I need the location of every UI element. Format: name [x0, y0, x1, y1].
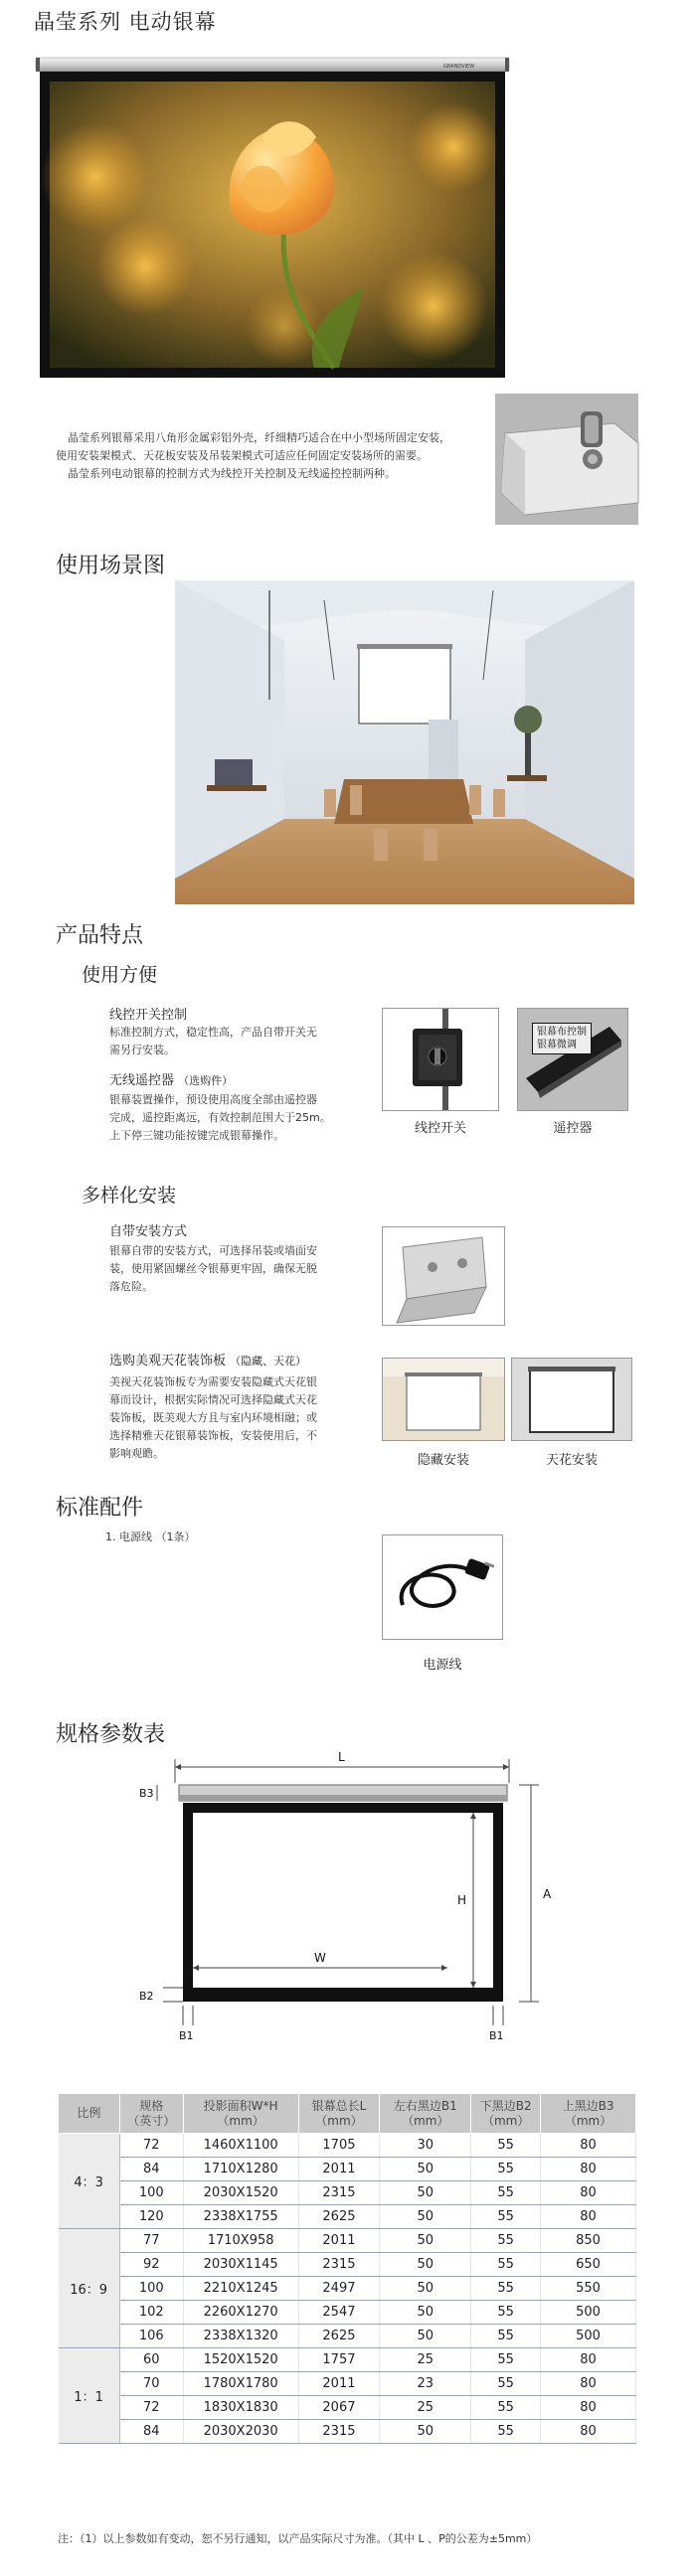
- intro-line-2: 使用安装架模式、天花板安装及吊装架模式可适应任何固定安装场所的需要。: [56, 449, 428, 462]
- power-cord-image: [382, 1534, 503, 1640]
- hidden-install-image: [382, 1358, 505, 1441]
- table-cell: 55: [471, 2348, 541, 2372]
- table-cell: 80: [541, 2348, 636, 2372]
- table-cell: 550: [541, 2277, 636, 2301]
- label-B1-left: B1: [179, 2029, 194, 2042]
- table-cell: 1780X1780: [183, 2372, 298, 2396]
- ratio-cell: 4：3: [59, 2134, 120, 2229]
- table-row: [59, 2420, 636, 2444]
- table-row: [59, 2372, 636, 2396]
- remote-label-1: 银幕布控制: [537, 1027, 587, 1038]
- table-cell: 2030X2030: [183, 2420, 298, 2444]
- hero-screen-image: [36, 58, 509, 378]
- table-cell: 55: [471, 2396, 541, 2420]
- table-cell: 2338X1755: [183, 2205, 298, 2229]
- table-cell: 80: [541, 2205, 636, 2229]
- table-cell: 80: [541, 2158, 636, 2181]
- bracket-illustration: [383, 1227, 504, 1325]
- remote-label-2: 银幕微调: [537, 1040, 577, 1050]
- table-cell: 70: [119, 2372, 183, 2396]
- wireless-caption: 遥控器: [553, 1121, 593, 1136]
- table-cell: 2210X1245: [183, 2277, 298, 2301]
- wireless-text-line-2: 完成，遥控距离远，有效控制范围大于25m。: [109, 1111, 331, 1124]
- ceiling-text-line-2: 幕而设计，根据实际情况可选择隐藏式天花: [109, 1393, 317, 1406]
- wall-switch-illustration: [383, 1009, 498, 1110]
- label-B1-right: B1: [489, 2029, 504, 2042]
- column-header-label: 比例: [77, 2106, 101, 2120]
- wired-caption: 线控开关: [414, 1121, 466, 1136]
- wired-text: [109, 1024, 368, 1059]
- table-cell: 55: [471, 2277, 541, 2301]
- table-cell: 60: [119, 2348, 183, 2372]
- spec-table-wrap: [58, 2093, 636, 2444]
- table-cell: 500: [541, 2301, 636, 2325]
- wireless-text-line-1: 银幕装置操作，预设使用高度全部由遥控器: [109, 1093, 317, 1106]
- table-row: [59, 2181, 636, 2205]
- label-A: A: [543, 1887, 552, 1901]
- bracket-text-line-2: 装，使用紧固螺丝令银幕更牢固，确保无脱: [109, 1262, 317, 1275]
- table-cell: 2030X1520: [183, 2181, 298, 2205]
- dimension-diagram: [139, 1745, 567, 2042]
- table-cell: 1705: [298, 2134, 380, 2158]
- table-cell: 2067: [298, 2396, 380, 2420]
- wired-switch-image: [382, 1008, 499, 1111]
- table-cell: 72: [119, 2134, 183, 2158]
- spec-heading: 规格参数表: [56, 1722, 166, 1747]
- column-header-label: 左右黑边B1: [393, 2098, 457, 2113]
- case-end-illustration: [495, 394, 638, 525]
- table-cell: 102: [119, 2301, 183, 2325]
- table-cell: 2497: [298, 2277, 380, 2301]
- intro-line-3: 晶莹系列电动银幕的控制方式为线控开关控制及无线遥控控制两种。: [68, 467, 396, 480]
- column-header: [380, 2094, 471, 2134]
- table-row: [59, 2277, 636, 2301]
- column-header-unit: （mm）: [402, 2113, 449, 2128]
- table-cell: 106: [119, 2325, 183, 2348]
- column-header: [471, 2094, 541, 2134]
- label-H: H: [457, 1893, 467, 1907]
- table-row: [59, 2396, 636, 2420]
- ceiling-install-illustration: [512, 1359, 631, 1440]
- table-cell: 50: [380, 2325, 471, 2348]
- column-header: [298, 2094, 380, 2134]
- dimension-illustration: [139, 1745, 567, 2042]
- table-cell: 30: [380, 2134, 471, 2158]
- intro-text: [56, 429, 503, 483]
- table-cell: 50: [380, 2158, 471, 2181]
- scene-heading: 使用场景图: [56, 554, 166, 578]
- table-cell: 72: [119, 2396, 183, 2420]
- table-cell: 80: [541, 2181, 636, 2205]
- label-B2: B2: [139, 1990, 154, 2003]
- column-header: [119, 2094, 183, 2134]
- label-L: L: [338, 1750, 345, 1764]
- ceiling-install-caption: 天花安装: [545, 1453, 598, 1468]
- table-row: [59, 2301, 636, 2325]
- wireless-text-line-3: 上下停三键功能按键完成银幕操作。: [109, 1129, 284, 1142]
- wireless-text: [109, 1091, 368, 1145]
- scene-image: [175, 580, 634, 904]
- bracket-text: [109, 1242, 378, 1296]
- table-cell: 55: [471, 2134, 541, 2158]
- table-cell: 25: [380, 2396, 471, 2420]
- table-cell: 1710X958: [183, 2229, 298, 2253]
- column-header: [541, 2094, 636, 2134]
- table-cell: 23: [380, 2372, 471, 2396]
- ceiling-install-image: [511, 1358, 632, 1441]
- label-B3: B3: [139, 1787, 154, 1800]
- table-cell: 2625: [298, 2325, 380, 2348]
- ratio-cell: 16：9: [59, 2229, 120, 2348]
- table-cell: 80: [541, 2134, 636, 2158]
- table-row: [59, 2325, 636, 2348]
- table-cell: 25: [380, 2348, 471, 2372]
- power-cord-caption: 电源线: [423, 1658, 462, 1673]
- table-cell: 100: [119, 2277, 183, 2301]
- table-cell: 2011: [298, 2372, 380, 2396]
- label-W: W: [314, 1951, 326, 1965]
- table-cell: 84: [119, 2158, 183, 2181]
- table-row: [59, 2134, 636, 2158]
- wireless-title: [109, 1069, 233, 1088]
- accessories-heading: 标准配件: [56, 1496, 144, 1521]
- table-cell: 55: [471, 2253, 541, 2277]
- column-header-label: 规格: [139, 2098, 164, 2113]
- table-cell: 55: [471, 2205, 541, 2229]
- table-row: [59, 2348, 636, 2372]
- column-header-unit: （mm）: [564, 2113, 612, 2128]
- ceiling-title: [109, 1350, 306, 1368]
- table-cell: 500: [541, 2325, 636, 2348]
- column-header-unit: （英寸）: [127, 2113, 176, 2128]
- column-header-label: 银幕总长L: [311, 2098, 367, 2113]
- table-cell: 77: [119, 2229, 183, 2253]
- table-cell: 84: [119, 2420, 183, 2444]
- table-cell: 55: [471, 2158, 541, 2181]
- table-cell: 850: [541, 2229, 636, 2253]
- wireless-title-note: （选购件）: [178, 1074, 234, 1087]
- table-cell: 80: [541, 2420, 636, 2444]
- table-cell: 2315: [298, 2181, 380, 2205]
- screen-illustration: [36, 58, 509, 378]
- column-header-label: 上黑边B3: [562, 2098, 614, 2113]
- table-row: [59, 2229, 636, 2253]
- table-cell: 55: [471, 2325, 541, 2348]
- ceiling-text-line-4: 选择精雅天花银幕装饰板，安装使用后，不: [109, 1429, 317, 1442]
- wired-text-line-2: 需另行安装。: [109, 1044, 175, 1056]
- table-cell: 55: [471, 2229, 541, 2253]
- table-cell: 50: [380, 2229, 471, 2253]
- table-cell: 1710X1280: [183, 2158, 298, 2181]
- table-cell: 50: [380, 2277, 471, 2301]
- table-cell: 1460X1100: [183, 2134, 298, 2158]
- wired-title: 线控开关控制: [109, 1008, 188, 1023]
- table-row: [59, 2205, 636, 2229]
- table-cell: 2315: [298, 2253, 380, 2277]
- ceiling-text: [109, 1373, 378, 1463]
- table-cell: 1757: [298, 2348, 380, 2372]
- accessory-item: 1. 电源线 （1条）: [105, 1530, 196, 1543]
- meeting-room-illustration: [175, 580, 634, 904]
- table-cell: 2547: [298, 2301, 380, 2325]
- bracket-title: 自带安装方式: [109, 1224, 188, 1239]
- table-cell: 55: [471, 2301, 541, 2325]
- table-cell: 2315: [298, 2420, 380, 2444]
- ceiling-title-text: 选购美观天花装饰板: [109, 1354, 227, 1368]
- table-cell: 80: [541, 2372, 636, 2396]
- spec-table-header: [59, 2094, 636, 2134]
- column-header-unit: （mm）: [217, 2113, 264, 2128]
- ceiling-title-note: （隐藏、天花）: [230, 1355, 307, 1368]
- bracket-text-line-3: 落危险。: [109, 1280, 153, 1293]
- table-cell: 80: [541, 2396, 636, 2420]
- table-cell: 2625: [298, 2205, 380, 2229]
- column-header-label: 投影面积W*H: [203, 2098, 278, 2113]
- table-cell: 92: [119, 2253, 183, 2277]
- features-heading: 产品特点: [56, 923, 144, 948]
- intro-line-1: 晶莹系列银幕采用八角形金属彩铝外壳，纤细精巧适合在中小型场所固定安装，: [68, 431, 450, 444]
- table-cell: 50: [380, 2253, 471, 2277]
- ceiling-text-line-3: 装饰板，既美观大方且与室内环境相融；或: [109, 1411, 317, 1424]
- table-cell: 2011: [298, 2158, 380, 2181]
- column-header: [59, 2094, 120, 2134]
- table-cell: 2338X1320: [183, 2325, 298, 2348]
- table-cell: 55: [471, 2420, 541, 2444]
- remote-image: [517, 1008, 628, 1111]
- case-end-image: [495, 394, 638, 525]
- wireless-title-text: 无线遥控器: [109, 1073, 175, 1088]
- ratio-cell: 1：1: [59, 2348, 120, 2444]
- table-cell: 2260X1270: [183, 2301, 298, 2325]
- spec-table-body: [59, 2134, 636, 2444]
- table-cell: 55: [471, 2181, 541, 2205]
- page-title: 晶莹系列 电动银幕: [34, 10, 217, 34]
- table-cell: 55: [471, 2372, 541, 2396]
- table-cell: 1830X1830: [183, 2396, 298, 2420]
- hidden-install-illustration: [383, 1359, 504, 1440]
- ceiling-text-line-5: 影响观瞻。: [109, 1447, 164, 1460]
- wired-text-line-1: 标准控制方式，稳定性高，产品自带开关无: [109, 1026, 317, 1039]
- table-row: [59, 2253, 636, 2277]
- table-cell: 100: [119, 2181, 183, 2205]
- bracket-image: [382, 1226, 505, 1326]
- column-header-label: 下黑边B2: [479, 2098, 532, 2113]
- ceiling-text-line-1: 美视天花装饰板专为需要安装隐藏式天花银: [109, 1375, 317, 1388]
- table-cell: 2030X1145: [183, 2253, 298, 2277]
- table-cell: 1520X1520: [183, 2348, 298, 2372]
- column-header: [183, 2094, 298, 2134]
- hidden-install-caption: 隐藏安装: [417, 1453, 469, 1468]
- table-cell: 50: [380, 2420, 471, 2444]
- bracket-text-line-1: 银幕自带的安装方式，可选择吊装或墙面安: [109, 1244, 317, 1257]
- table-cell: 50: [380, 2301, 471, 2325]
- table-cell: 2011: [298, 2229, 380, 2253]
- column-header-unit: （mm）: [315, 2113, 363, 2128]
- table-cell: 120: [119, 2205, 183, 2229]
- install-heading: 多样化安装: [82, 1185, 177, 1207]
- spec-table: [58, 2093, 636, 2444]
- table-cell: 50: [380, 2205, 471, 2229]
- spec-note: 注：（1）以上参数如有变动，恕不另行通知，以产品实际尺寸为准。（其中 L 、P的公差为±5mm）: [58, 2532, 538, 2545]
- ease-heading: 使用方便: [82, 964, 158, 986]
- brand-label: GRANDVIEW: [443, 64, 475, 70]
- column-header-unit: （mm）: [481, 2113, 530, 2128]
- table-row: [59, 2158, 636, 2181]
- table-cell: 650: [541, 2253, 636, 2277]
- power-cord-illustration: [383, 1535, 502, 1639]
- table-cell: 50: [380, 2181, 471, 2205]
